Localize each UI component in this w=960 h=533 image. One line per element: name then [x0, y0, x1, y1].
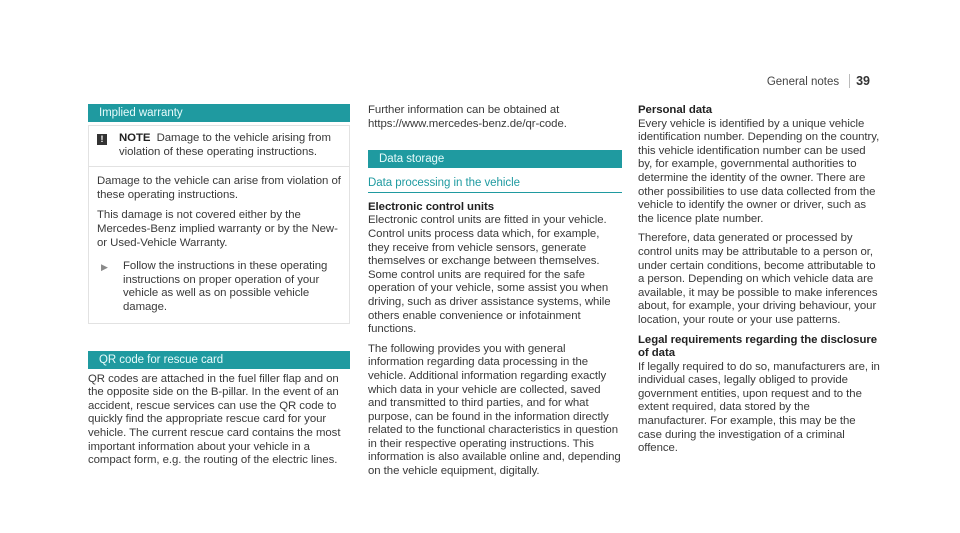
implied-warranty-bar: Implied warranty [88, 104, 350, 122]
legal-requirements-heading: Legal requirements regarding the disclosure of data [638, 333, 878, 360]
note-label: NOTE [119, 132, 151, 144]
column-2 [368, 104, 622, 479]
data-storage-bar: Data storage [368, 150, 622, 168]
exclamation-icon: ! [97, 134, 107, 145]
therefore-text: Therefore, data generated or processed by control units may be attributable to a person or, under certain conditions, become attributable to a person. Depending on which vehicle data are available, it may be possible to make inferences about, for example, your driving behaviour, your location, your route or your use patterns. [638, 232, 878, 326]
action-text: Follow the instructions in these operating instructions on proper operation of your vehicle as well as on possible vehicle damage. [123, 260, 328, 313]
section-title: General notes [766, 76, 840, 88]
note-body [89, 167, 349, 322]
personal-data-heading: Personal data [638, 104, 713, 116]
page-number: 39 [849, 74, 870, 88]
ecu-text: Electronic control units are fitted in your vehicle. Control units process data which, for example, they receive from vehicle sensors, generate themselves or exchange between themselves. Some control units are required for the safe operation of your vehicle, some assist you when driving, such as driver assistance systems, while others enable convenience or infotainment functions. [368, 214, 611, 336]
ecu-heading: Electronic control units [368, 200, 495, 213]
qr-code-bar: QR code for rescue card [88, 351, 350, 369]
note-row [89, 126, 349, 167]
note-text: Damage to the vehicle arising from violation of these operating instructions. [119, 132, 331, 158]
following-text: The following provides you with general information regarding data processing in the vehicle. Additional information regarding exactly which data in your vehicle are collected, saved and transmitted to third parties, and for what purpose, can be found in the information directly related to the functional characteristics in question in their respective operating instructions. This information is also available online and, depending on the vehicle equipment, digitally. [368, 342, 621, 478]
personal-data-text: Every vehicle is identified by a unique vehicle identification number. Depending on the country, this vehicle identification number can be used by, for example, governmental authorities to determine the identity of the owner. There are other possibilities to use data collected from the vehicle to identify the owner or driver, such as the licence plate number. [638, 117, 880, 225]
page-header [767, 74, 870, 88]
note-content [119, 132, 343, 159]
column-1 [88, 104, 350, 468]
legal-requirements-text: If legally required to do so, manufacturers are, in individual cases, legally obliged to provide government entities, upon request and to the extent required, data stored by the manufacturer. For example, this may be the case during the investigation of a criminal offence. [638, 360, 880, 455]
column-3 [638, 104, 880, 456]
data-processing-heading: Data processing in the vehicle [368, 177, 622, 193]
intro-text: Further information can be obtained at https://www.mercedes-benz.de/qr-code. [368, 104, 567, 130]
qr-code-text: QR codes are attached in the fuel filler flap and on the opposite side on the B-pillar. In the event of an accident, rescue services can use the QR code to quickly find the appropriate rescue card for your vehicle. The current rescue card contains the most important information about your vehicle in a compact form, e.g. the routing of the electric lines. [88, 372, 341, 467]
note-body-paragraph-2: This damage is not covered either by the Mercedes-Benz implied warranty or by the New- or Used-Vehicle Warranty. [97, 209, 338, 249]
note-box [88, 125, 350, 324]
action-item [101, 260, 341, 314]
triangle-right-icon: ▶ [101, 262, 108, 273]
note-body-paragraph-1: Damage to the vehicle can arise from violation of these operating instructions. [97, 175, 341, 201]
